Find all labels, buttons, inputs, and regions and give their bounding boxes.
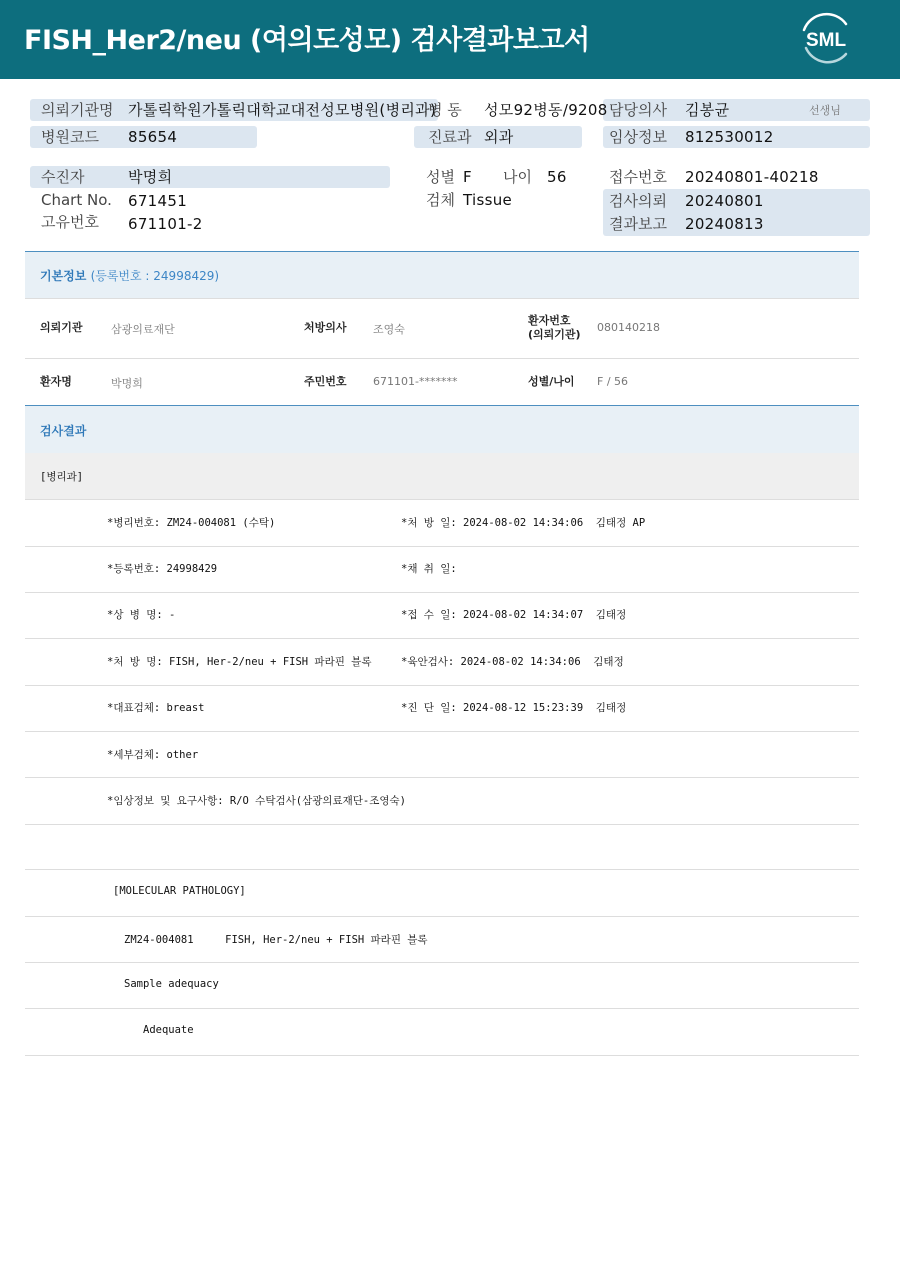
clinical-info: 812530012 <box>685 128 774 146</box>
divider <box>25 298 859 299</box>
report-header <box>0 0 900 79</box>
basic-info-title-text: 기본정보 <box>40 269 87 283</box>
divider <box>25 962 859 963</box>
ward-label: 병 동 <box>428 101 462 119</box>
divider <box>25 824 859 825</box>
department-heading: [병리과] <box>40 471 84 483</box>
doctor-suffix: 선생님 <box>809 104 841 117</box>
prescribing-doctor: 조영숙 <box>373 323 405 336</box>
result-line-right: *채 취 일: <box>401 563 457 575</box>
patient-name-basic: 박명희 <box>111 377 143 390</box>
receipt-no-label: 접수번호 <box>609 168 667 186</box>
prescribing-doctor-label: 처방의사 <box>304 321 347 334</box>
hospital-code-label: 병원코드 <box>41 128 99 146</box>
specimen: Tissue <box>463 191 513 209</box>
result-report-date: 20240813 <box>685 215 764 233</box>
doctor-name: 김봉균 <box>685 101 730 119</box>
divider <box>25 869 859 870</box>
results-title: 검사결과 <box>40 424 87 438</box>
result-line-right: *처 방 일: 2024-08-02 14:34:06 김태정 AP <box>401 517 646 529</box>
patient-no-label <box>528 314 581 342</box>
result-line-left: *상 병 명: - <box>107 609 176 621</box>
divider <box>25 592 859 593</box>
result-line-left: *등록번호: 24998429 <box>107 563 218 575</box>
sex-label: 성별 <box>426 168 455 186</box>
molecular-heading: [MOLECULAR PATHOLOGY] <box>113 885 246 897</box>
institution-label: 의뢰기관 <box>40 321 83 334</box>
sex-age-label: 성별/나이 <box>528 375 575 388</box>
molecular-line: ZM24-004081 FISH, Her-2/neu + FISH 파라핀 블록 <box>124 934 428 946</box>
report-title: FISH_Her2/neu (여의도성모) 검사결과보고서 <box>24 25 590 56</box>
divider <box>25 638 859 639</box>
patient-label: 수진자 <box>41 168 85 186</box>
logo-text: SML <box>805 30 847 51</box>
specimen-label: 검체 <box>426 191 455 209</box>
chart-no: 671451 <box>128 192 188 210</box>
patient-name: 박명희 <box>128 168 173 186</box>
sample-adequacy-value: Adequate <box>143 1024 194 1036</box>
requesting-institution-label: 의뢰기관명 <box>41 101 114 119</box>
result-line-left: *병리번호: ZM24-004081 (수탁) <box>107 517 276 529</box>
divider <box>25 685 859 686</box>
test-request-date: 20240801 <box>685 192 764 210</box>
age-label: 나이 <box>503 168 532 186</box>
divider <box>25 1055 859 1056</box>
patient-no-label-line1: 환자번호 <box>528 314 571 327</box>
result-line-left: *임상정보 및 요구사항: R/O 수탁검사(삼광의료재단-조영숙) <box>107 795 407 807</box>
test-request-label: 검사의뢰 <box>609 192 667 210</box>
doctor-label: 담당의사 <box>609 101 667 119</box>
unique-no-label: 고유번호 <box>41 213 99 231</box>
result-line-left: *세부검체: other <box>107 749 199 761</box>
result-line-left: *대표검체: breast <box>107 702 205 714</box>
divider <box>25 1008 859 1009</box>
institution: 삼광의료재단 <box>111 323 175 336</box>
chart-no-label: Chart No. <box>41 191 112 209</box>
divider <box>25 358 859 359</box>
requesting-institution: 가톨릭학원가톨릭대학교대전성모병원(병리과) <box>128 101 437 119</box>
result-line-right: *진 단 일: 2024-08-12 15:23:39 김태정 <box>401 702 627 714</box>
patient-no: 080140218 <box>597 321 660 334</box>
divider <box>25 777 859 778</box>
result-line-right: *육안검사: 2024-08-02 14:34:06 김태정 <box>401 656 624 668</box>
department-heading-bar <box>25 453 859 499</box>
divider <box>25 546 859 547</box>
department-label: 진료과 <box>428 128 472 146</box>
sample-adequacy-label: Sample adequacy <box>124 978 219 990</box>
basic-info-title <box>40 267 219 284</box>
result-line-right: *접 수 일: 2024-08-02 14:34:07 김태정 <box>401 609 627 621</box>
age: 56 <box>547 168 567 186</box>
resident-no-label: 주민번호 <box>304 375 347 388</box>
resident-no: 671101-******* <box>373 375 458 388</box>
results-header <box>25 405 859 453</box>
sml-logo <box>796 10 856 66</box>
result-line-left: *처 방 명: FISH, Her-2/neu + FISH 파라핀 블록 <box>107 656 372 668</box>
divider <box>25 499 859 500</box>
unique-no: 671101-2 <box>128 215 203 233</box>
department: 외과 <box>484 128 514 146</box>
divider <box>25 731 859 732</box>
ward: 성모92병동/9208 <box>484 101 608 119</box>
result-report-label: 결과보고 <box>609 215 667 233</box>
clinical-info-label: 임상정보 <box>609 128 667 146</box>
registration-no: (등록번호 : 24998429) <box>90 269 220 283</box>
patient-name-label: 환자명 <box>40 375 72 388</box>
hospital-code: 85654 <box>128 128 178 146</box>
receipt-no: 20240801-40218 <box>685 168 819 186</box>
patient-no-label-line2: (의뢰기관) <box>528 328 581 341</box>
sex: F <box>463 168 472 186</box>
divider <box>25 916 859 917</box>
sex-age: F / 56 <box>597 375 629 388</box>
